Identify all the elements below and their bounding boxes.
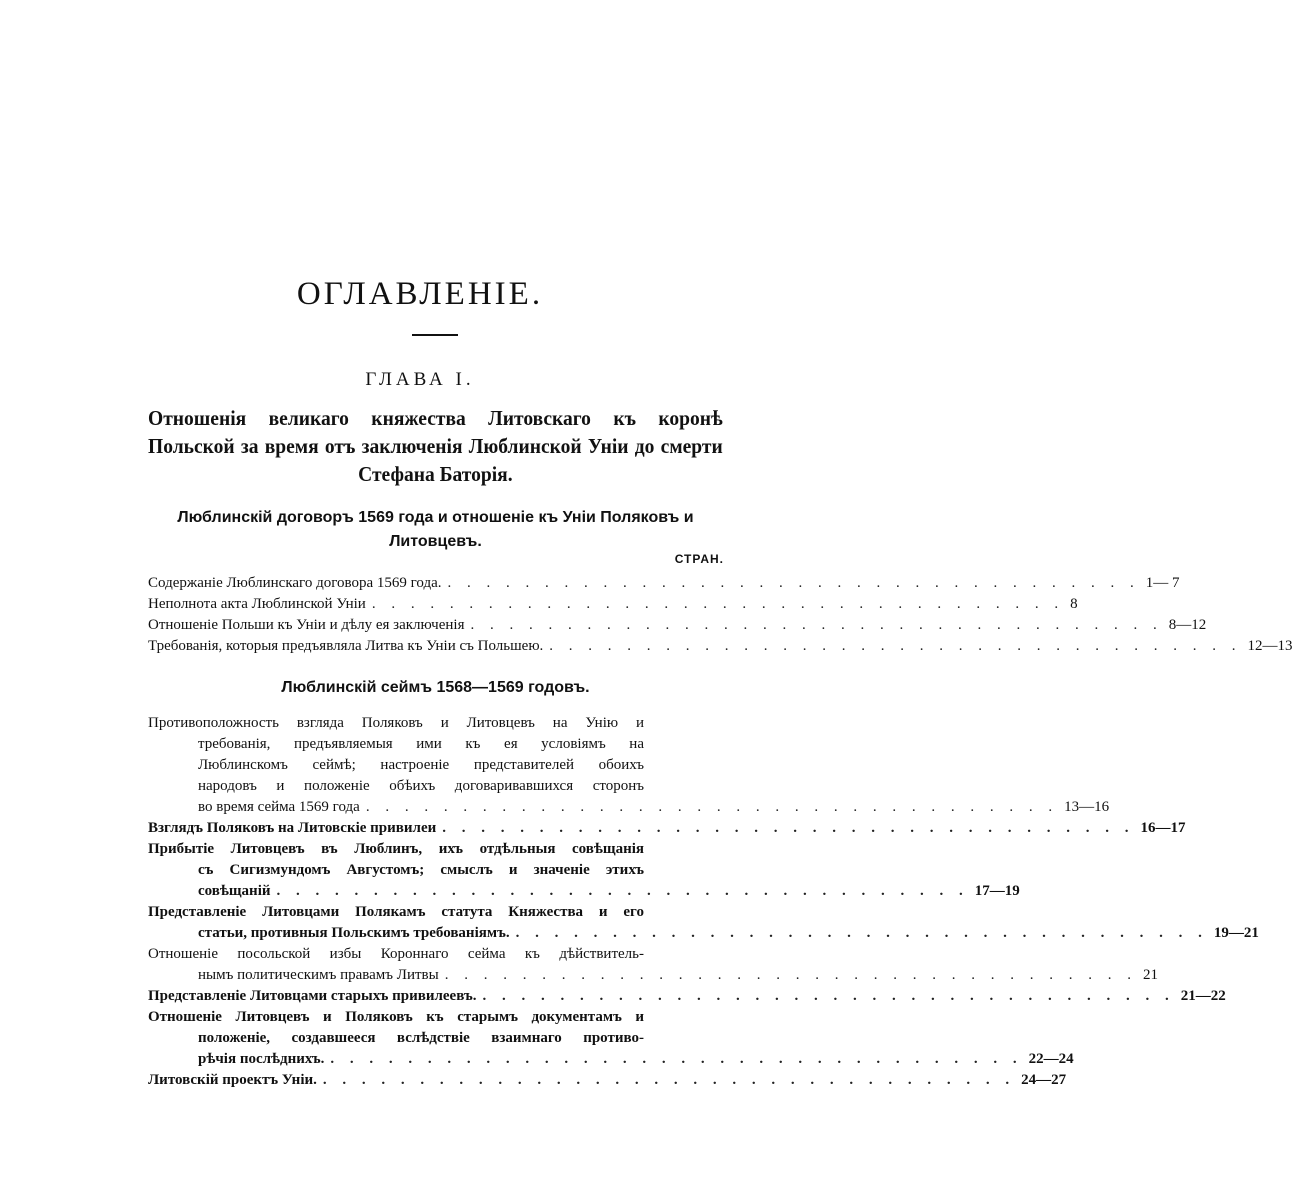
dot-leader: . . . . . . . . . . . . . . . . . . . . . . . . . . . . . . . . . . . . — [442, 820, 1135, 836]
dot-leader: . . . . . . . . . . . . . . . . . . . . . . . . . . . . . . . . . . . . — [371, 596, 1065, 612]
toc-entry-pages: 8 — [1070, 596, 1078, 612]
toc-entry-pages: 12—13 — [1247, 638, 1293, 654]
toc-entry-text: Отношеніе посольской избы Короннаго сейма къ дѣйствитель- — [148, 946, 644, 962]
page-title: ОГЛАВЛЕНІЕ. — [296, 276, 544, 312]
toc-entry-text: Представленіе Литовцами старыхъ привилеевъ. — [148, 988, 477, 1004]
toc-entry-text: во время сейма 1569 года — [198, 799, 360, 815]
toc-entry-pages: 16—17 — [1140, 820, 1186, 836]
toc-entry-text: съ Сигизмундомъ Августомъ; смыслъ и значеніе этихъ — [198, 862, 644, 878]
toc-entry-text: Содержаніе Люблинскаго договора 1569 года. — [148, 575, 442, 591]
toc-entry-text: Отношеніе Литовцевъ и Поляковъ къ старымъ документамъ и — [148, 1009, 644, 1025]
toc-entry-text: совѣщаній — [198, 883, 271, 899]
toc-entry-pages: 13—16 — [1064, 799, 1110, 815]
toc-entry-pages: 17—19 — [974, 883, 1020, 899]
chapter-title: Отношенія великаго княжества Литовскаго къ коронѣ Польской за время отъ заключенія Люблинской Уніи до смерти Стефана Баторія. — [148, 406, 723, 486]
toc-entry — [148, 594, 1078, 615]
pages-column-label: СТРАН. — [674, 552, 724, 566]
toc-entry — [148, 1070, 1067, 1091]
toc-entry-text: Неполнота акта Люблинской Уніи — [148, 596, 366, 612]
toc-entry-text: Люблинскомъ сеймѣ; настроеніе представителей обоихъ — [198, 757, 644, 773]
toc-entry-text: требованія, предъявляемыя ими къ ея условіямъ на — [198, 736, 644, 752]
toc-entry-text: Литовскій проектъ Уніи. — [148, 1072, 317, 1088]
dot-leader: . . . . . . . . . . . . . . . . . . . . . . . . . . . . . . . . . . . . — [482, 988, 1175, 1004]
toc-entry-text: Противоположность взгляда Поляковъ и Литовцевъ на Унію и — [148, 715, 644, 731]
toc-entry — [148, 944, 1158, 986]
toc-entry-text: статьи, противныя Польскимъ требованіямъ. — [198, 925, 510, 941]
dot-leader: . . . . . . . . . . . . . . . . . . . . . . . . . . . . . . . . . . . . — [470, 617, 1163, 633]
toc-entry-pages: 21—22 — [1180, 988, 1226, 1004]
toc-entry-text: Взглядъ Поляковъ на Литовскіе привилеи — [148, 820, 437, 836]
toc-entry-pages: 21 — [1142, 967, 1158, 983]
dot-leader: . . . . . . . . . . . . . . . . . . . . . . . . . . . . . . . . . . . . — [322, 1072, 1016, 1088]
toc-entry — [148, 986, 1226, 1007]
toc-entry-text: Представленіе Литовцами Полякамъ статута Княжества и его — [148, 904, 644, 920]
toc-entry-text: Прибытіе Литовцевъ въ Люблинъ, ихъ отдѣльныя совѣщанія — [148, 841, 644, 857]
dot-leader: . . . . . . . . . . . . . . . . . . . . . . . . . . . . . . . . . . . . — [549, 638, 1242, 654]
toc-entry — [148, 615, 1207, 636]
section-heading-2: Люблинскій сеймъ 1568—1569 годовъ. — [281, 679, 590, 696]
toc-entry-text: народовъ и положеніе обѣихъ договаривавшихся сторонъ — [198, 778, 644, 794]
section-heading-1: Люблинскій договоръ 1569 года и отношеніе къ Уніи Поляковъ и Литовцевъ. — [177, 509, 694, 550]
toc-entry — [148, 573, 1180, 594]
toc-entry-pages: 1— 7 — [1145, 575, 1180, 591]
toc-entry-text: Требованія, которыя предъявляла Литва къ Уніи съ Польшею. — [148, 638, 544, 654]
title-rule — [412, 334, 458, 336]
dot-leader: . . . . . . . . . . . . . . . . . . . . . . . . . . . . . . . . . . . . — [365, 799, 1059, 815]
toc-entry — [148, 818, 1186, 839]
toc-entry-text: Отношеніе Польши къ Уніи и дѣлу ея заключенія — [148, 617, 465, 633]
toc-entry-pages: 19—21 — [1213, 925, 1259, 941]
dot-leader: . . . . . . . . . . . . . . . . . . . . . . . . . . . . . . . . . . . . — [276, 883, 969, 899]
dot-leader: . . . . . . . . . . . . . . . . . . . . . . . . . . . . . . . . . . . . — [515, 925, 1208, 941]
toc-entry-text: положеніе, создавшееся вслѣдствіе взаимнаго противо- — [198, 1030, 644, 1046]
toc-entry — [148, 902, 1259, 944]
toc-entry-pages: 8—12 — [1168, 617, 1207, 633]
toc-entry-pages: 22—24 — [1028, 1051, 1074, 1067]
dot-leader: . . . . . . . . . . . . . . . . . . . . . . . . . . . . . . . . . . . . — [447, 575, 1140, 591]
toc-entry-pages: 24—27 — [1021, 1072, 1067, 1088]
dot-leader: . . . . . . . . . . . . . . . . . . . . . . . . . . . . . . . . . . . . — [330, 1051, 1023, 1067]
toc-entry — [148, 1007, 1074, 1070]
dot-leader: . . . . . . . . . . . . . . . . . . . . . . . . . . . . . . . . . . . . — [444, 967, 1137, 983]
toc-entry-text: рѣчія послѣднихъ. — [198, 1051, 325, 1067]
toc-entry-text: нымъ политическимъ правамъ Литвы — [198, 967, 439, 983]
toc-section-2 — [148, 713, 1259, 1091]
chapter-heading: ГЛАВА I. — [365, 369, 475, 390]
toc-section-1 — [148, 573, 1293, 657]
toc-entry — [148, 839, 1020, 902]
toc-entry — [148, 713, 1110, 818]
toc-entry — [148, 636, 1293, 657]
